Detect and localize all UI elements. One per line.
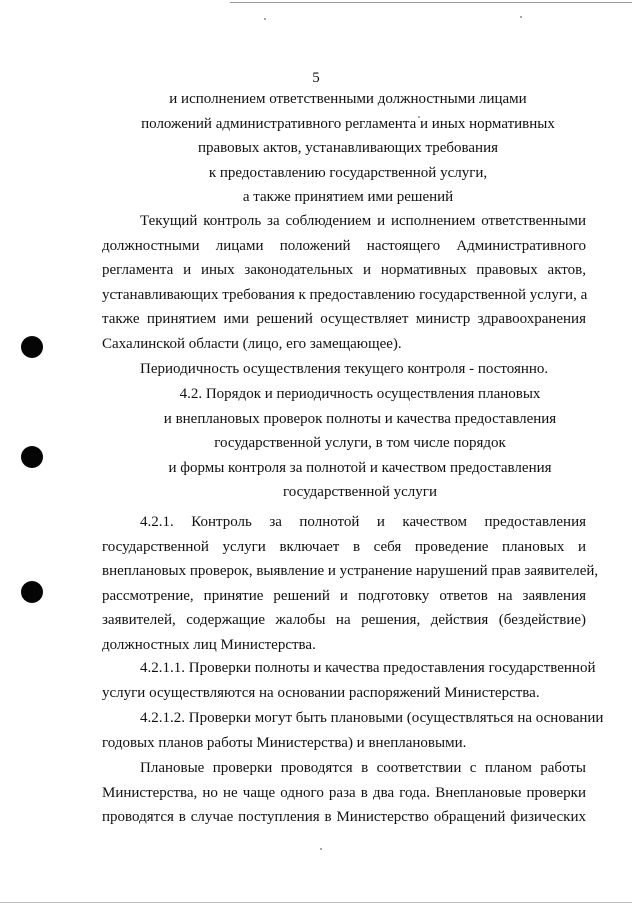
heading-line: и исполнением ответственными должностными лицами bbox=[169, 91, 527, 107]
punch-hole-3 bbox=[21, 581, 43, 603]
heading-line: и внеплановых проверок полноты и качества предоставления bbox=[163, 410, 557, 427]
text-line: Плановые проверки проводятся в соответствии с планом работы bbox=[140, 760, 586, 776]
heading-line: положений административного регламента и иных нормативных bbox=[141, 115, 555, 132]
text-line: Сахалинской области (лицо, его замещающее). bbox=[102, 335, 402, 352]
heading-line: правовых актов, устанавливающих требования bbox=[198, 140, 498, 156]
text-line: годовых планов работы Министерства) и внеплановыми. bbox=[102, 734, 467, 751]
paragraph-4-2-1 bbox=[102, 510, 599, 657]
heading-line: к предоставлению государственной услуги, bbox=[208, 164, 488, 181]
heading-line: а также принятием ими решений bbox=[242, 189, 454, 205]
text-line: 4.2.1.1. Проверки полноты и качества предоставления государственной bbox=[140, 660, 596, 676]
scan-speck bbox=[520, 16, 522, 18]
paragraph-current-control bbox=[102, 209, 586, 356]
text-line: Министерства, но не чаще одного раза в два года. Внеплановые проверки bbox=[102, 784, 586, 801]
text-line: Периодичность осуществления текущего контроля - постоянно. bbox=[140, 361, 549, 377]
text-line: рассмотрение, принятие решений и подготовку ответов на заявления bbox=[102, 587, 586, 604]
text-line: государственной услуги включает в себя проведение плановых и bbox=[102, 538, 586, 555]
paragraph-planned-checks bbox=[102, 756, 586, 830]
heading-line: государственной услуги bbox=[283, 484, 437, 500]
punch-hole-1 bbox=[21, 336, 43, 358]
punch-hole-2 bbox=[21, 446, 43, 468]
text-line: 4.2.1. Контроль за полнотой и качеством предоставления bbox=[140, 514, 586, 530]
heading-line: государственной услуги, в том числе порядок bbox=[214, 435, 506, 451]
text-line: внеплановых проверок, выявление и устранение нарушений прав заявителей, bbox=[102, 563, 599, 579]
scan-speck bbox=[320, 848, 322, 850]
text-line: услуги осуществляются на основании распоряжений Министерства. bbox=[102, 684, 540, 701]
scan-speck bbox=[264, 18, 266, 20]
text-line: устанавливающих требования к предоставлению государственной услуги, а bbox=[102, 286, 588, 303]
section-heading-control bbox=[78, 87, 618, 210]
paragraph-4-2-1-1 bbox=[102, 656, 596, 705]
scan-edge-bottom bbox=[0, 902, 632, 903]
paragraph-4-2-1-2 bbox=[102, 706, 604, 755]
page-number: 5 bbox=[312, 70, 320, 86]
text-line: проводятся в случае поступления в Министерство обращений физических bbox=[102, 809, 586, 825]
text-line: заявителей, содержащие жалобы на решения, действия (бездействие) bbox=[102, 612, 586, 628]
heading-line: 4.2. Порядок и периодичность осуществления плановых bbox=[179, 386, 541, 402]
text-line: также принятием ими решений осуществляет министр здравоохранения bbox=[102, 311, 586, 327]
text-line: 4.2.1.2. Проверки могут быть плановыми (осуществляться на основании bbox=[140, 710, 604, 726]
text-line: должностными лицами положений настоящего Административного bbox=[102, 237, 586, 254]
heading-line: и формы контроля за полнотой и качеством предоставления bbox=[168, 459, 552, 476]
scan-edge-top bbox=[230, 2, 632, 3]
section-heading-4-2 bbox=[100, 382, 620, 505]
text-line: должностных лиц Министерства. bbox=[102, 636, 316, 653]
paragraph-periodicity bbox=[102, 357, 586, 382]
text-line: Текущий контроль за соблюдением и исполнением ответственными bbox=[140, 213, 586, 229]
text-line: регламента и иных законодательных и нормативных правовых актов, bbox=[102, 262, 586, 278]
